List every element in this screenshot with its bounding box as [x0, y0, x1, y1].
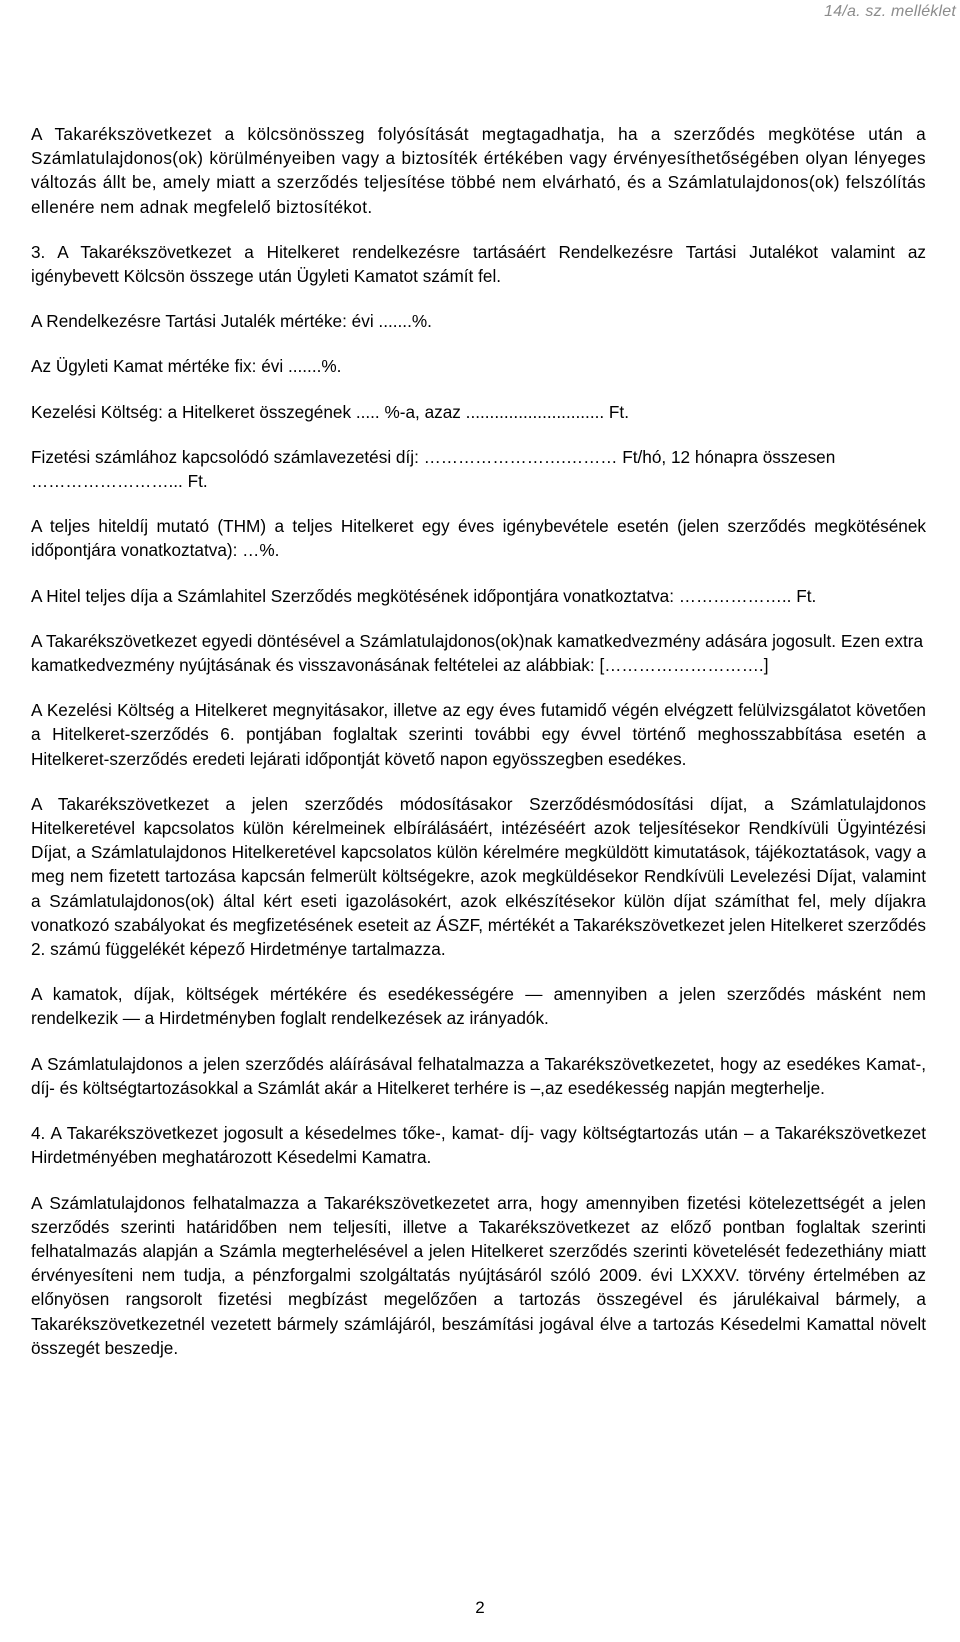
paragraph-thm: A teljes hiteldíj mutató (THM) a teljes Hitelkeret egy éves igénybevétele esetén (jelen szerződés megkötésének időpontjára vonatkoztatva): …%.	[31, 516, 926, 561]
paragraph-collection-authorization: A Számlatulajdonos felhatalmazza a Takarékszövetkezetet arra, hogy amennyiben fizetési kötelezettségét a jelen szerződés szerinti határidőben nem teljesíti, illetve a Takarékszövetkezet az előző pontban foglaltak szerinti felhatalmazás alapján a Számla megterhelésével a jelen Hitelkeret szerződés szerinti követelését fedezethiány miatt érvényesíteni nem tudja, a pénzforgalmi szolgáltatás nyújtásáról szóló 2009. évi LXXXV. törvény értelmében az előnyösen rangsorolt fizetési megbízást megelőzően a tartozás összegével és járulékaival bármely, a Takarékszövetkezetnél vezetett bármely számlájáról, beszámítási jogával élve a tartozás Késedelmi Kamattal növelt összegét beszedje.	[31, 1192, 926, 1358]
paragraph-modification-fees: A Takarékszövetkezet a jelen szerződés módosításakor Szerződésmódosítási díjat, a Számlatulajdonos Hitelkeretével kapcsolatos külön kérelmeinek elbírálásáért, intézéséért azok teljesítésekor Rendkívüli Ügyintézési Díjat, a Számlatulajdonos Hitelkeretével kapcsolatos külön kérelmére megküldött kimutatások, tájékoztatások, vagy a meg nem fizetett tartozása kapcsán felmerült költségekre, azok megküldésekor Rendkívüli Levelezési Díjat, valamint a Számlatulajdonos(ok) által kért eseti igazolásokért, azok elkészítésekor külön díjat számíthat fel, mely díjakra vonatkozó szabályokat és megfizetésének eseteit az ÁSZF, mértékét a Takarékszövetkezet jelen Hitelkeret szerződés 2. számú függelékét képező Hirdetménye tartalmazza.	[31, 793, 926, 960]
page-number: 2	[475, 1598, 485, 1617]
paragraph-handling-due: A Kezelési Költség a Hitelkeret megnyitásakor, illetve az egy éves futamidő végén elvégzett felülvizsgálatot követően a Hitelkeret-szerződés 6. pontjában foglaltak szerinti további egy évvel történő meghosszabbítása esetén a Hitelkeret-szerződés eredeti lejárati időpontját követő napon egyösszegben esedékes.	[31, 700, 926, 769]
document-body	[31, 122, 926, 1381]
paragraph-section-4: 4. A Takarékszövetkezet jogosult a késedelmes tőke-, kamat- díj- vagy költségtartozás után – a Takarékszövetkezet Hirdetményében meghatározott Késedelmi Kamatra.	[31, 1123, 926, 1168]
paragraph-handling-cost: Kezelési Költség: a Hitelkeret összegének ..... %-a, azaz ............................. Ft.	[31, 401, 629, 422]
paragraph-discount: A Takarékszövetkezet egyedi döntésével a Számlatulajdonos(ok)nak kamatkedvezmény adására jogosult. Ezen extra kamatkedvezmény nyújtásának és visszavonásának feltételei az alábbiak: [……………………….]	[31, 630, 924, 676]
annex-label: 14/a. sz. melléklet	[824, 3, 956, 20]
paragraph-account-fee: Fizetési számlához kapcsolódó számlavezetési díj: …………………….……… Ft/hó, 12 hónapra összesen ……………………... Ft.	[31, 446, 836, 492]
paragraph-total-cost: A Hitel teljes díja a Számlahitel Szerződés megkötésének időpontjára vonatkoztatva: ……………….. Ft.	[31, 585, 817, 606]
paragraph-section-3: 3. A Takarékszövetkezet a Hitelkeret rendelkezésre tartásáért Rendelkezésre Tartási Jutalékot valamint az igénybevett Kölcsön összege után Ügyleti Kamatot számít fel.	[31, 241, 926, 287]
paragraph-interest-rate: Az Ügyleti Kamat mértéke fix: évi .......%.	[31, 356, 342, 377]
paragraph-loan-refusal: A Takarékszövetkezet a kölcsönösszeg folyósítását megtagadhatja, ha a szerződés megkötése után a Számlatulajdonos(ok) körülményeiben vagy a biztosíték értékében vagy érvényesíthetőségében olyan lényeges változás állt be, amely miatt a szerződés teljesítése többé nem elvárható, és a Számlatulajdonos(ok) felszólítás ellenére nem adnak megfelelő biztosítékot.	[31, 124, 926, 217]
paragraph-commitment-fee: A Rendelkezésre Tartási Jutalék mértéke: évi .......%.	[31, 311, 432, 332]
paragraph-rates-reference: A kamatok, díjak, költségek mértékére és esedékességére — amennyiben a jelen szerződés másként nem rendelkezik — a Hirdetményben foglalt rendelkezések az irányadók.	[31, 984, 926, 1029]
paragraph-debit-authorization: A Számlatulajdonos a jelen szerződés aláírásával felhatalmazza a Takarékszövetkezetet, hogy az esedékes Kamat-, díj- és költségtartozásokkal a Számlát akár a Hitelkeret terhére is –,az esedékesség napján megterhelje.	[31, 1053, 926, 1098]
